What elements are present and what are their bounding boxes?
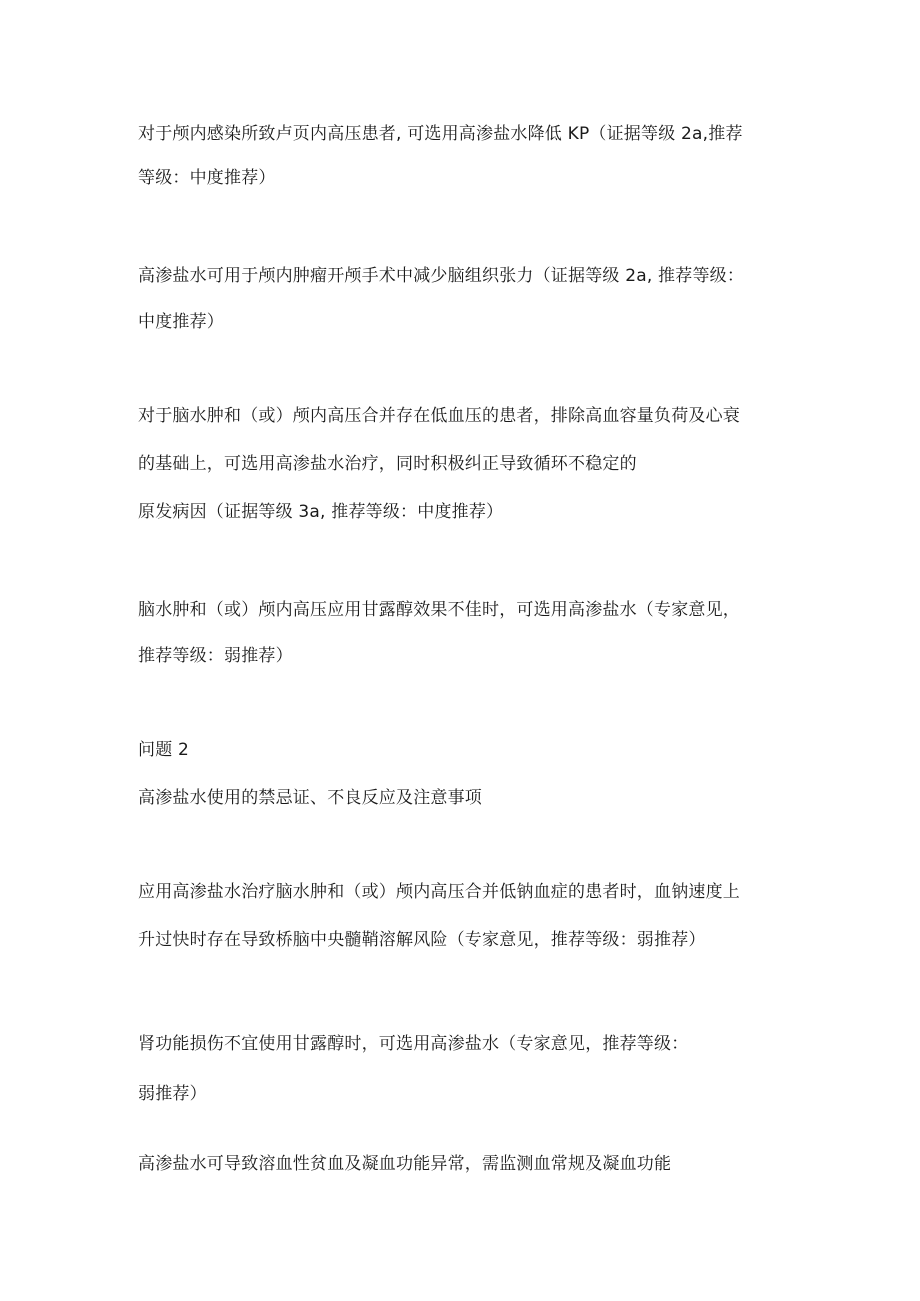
section-heading: 问题 2: [138, 740, 190, 760]
paragraph-4-line-1: 脑水肿和（或）颅内高压应用甘露醇效果不佳时，可选用高渗盐水（专家意见，: [138, 600, 740, 620]
paragraph-6-line-1: 应用高渗盐水治疗脑水肿和（或）颅内高压合并低钠血症的患者时，血钠速度上: [138, 882, 740, 902]
paragraph-1-line-1: 对于颅内感染所致卢页内高压患者, 可选用高渗盐水降低 KP（证据等级 2a,推荐: [138, 124, 743, 144]
section-subtitle: 高渗盐水使用的禁忌证、不良反应及注意事项: [138, 788, 482, 808]
paragraph-3-line-3: 原发病因（证据等级 3a, 推荐等级：中度推荐）: [138, 502, 504, 522]
paragraph-3-line-2: 的基础上，可选用高渗盐水治疗，同时积极纠正导致循环不稳定的: [138, 454, 637, 474]
paragraph-2-line-2: 中度推荐）: [138, 312, 224, 332]
paragraph-7-line-1: 肾功能损伤不宜使用甘露醇时，可选用高渗盐水（专家意见，推荐等级：: [138, 1034, 689, 1054]
paragraph-8-line-1: 高渗盐水可导致溶血性贫血及凝血功能异常，需监测血常规及凝血功能: [138, 1154, 672, 1174]
paragraph-7-line-2: 弱推荐）: [138, 1084, 207, 1104]
paragraph-6-line-2: 升过快时存在导致桥脑中央髓鞘溶解风险（专家意见，推荐等级：弱推荐）: [138, 930, 706, 950]
paragraph-3-line-1: 对于脑水肿和（或）颅内高压合并存在低血压的患者，排除高血容量负荷及心衰: [138, 406, 740, 426]
paragraph-2-line-1: 高渗盐水可用于颅内肿瘤开颅手术中减少脑组织张力（证据等级 2a, 推荐等级：: [138, 266, 745, 286]
paragraph-4-line-2: 推荐等级：弱推荐）: [138, 646, 293, 666]
paragraph-1-line-2: 等级：中度推荐）: [138, 168, 276, 188]
